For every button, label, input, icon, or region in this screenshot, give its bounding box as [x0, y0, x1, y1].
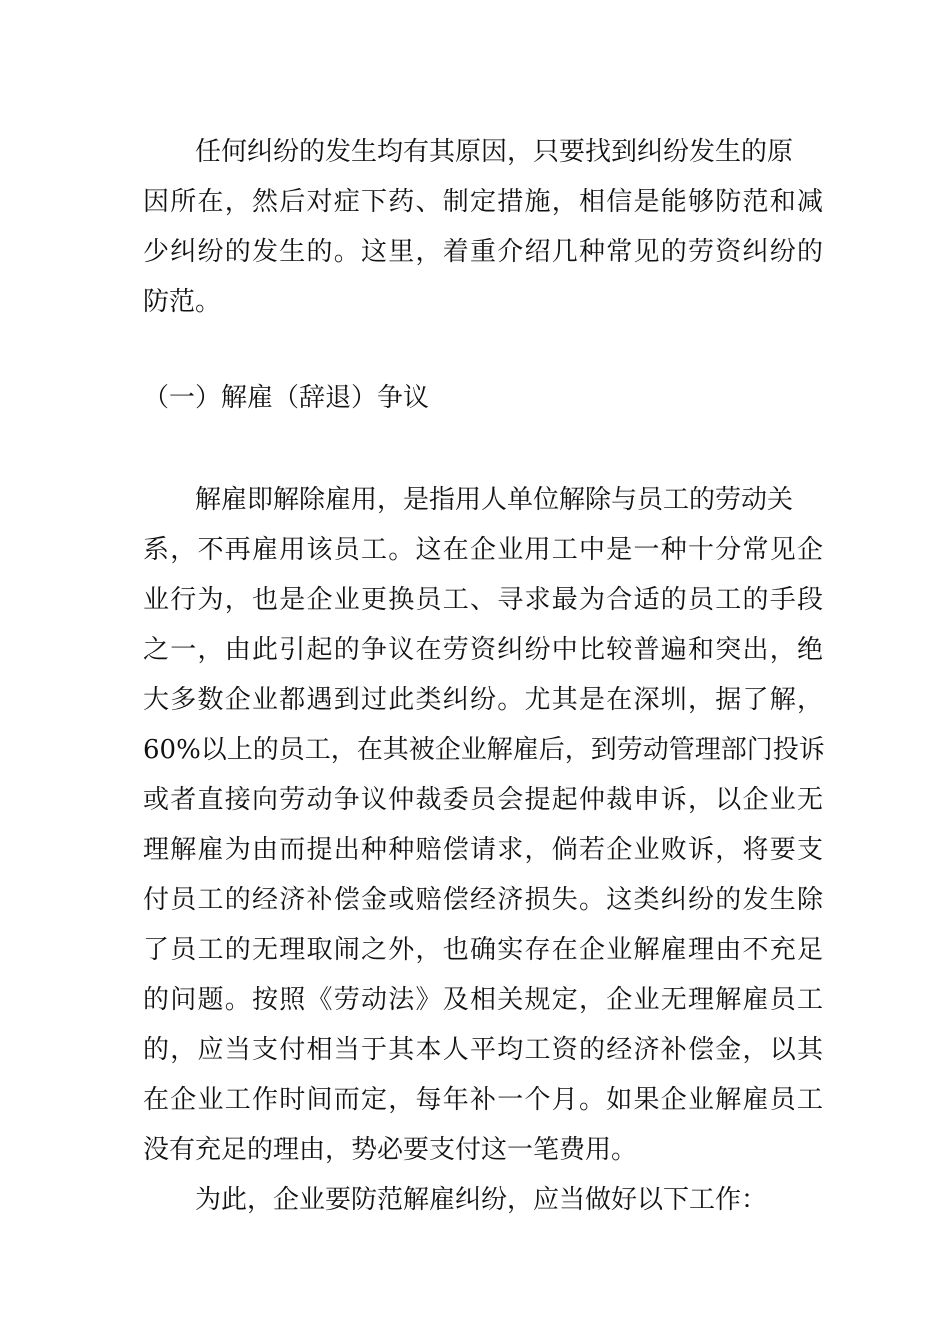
paragraph-line: 付员工的经济补偿金或赔偿经济损失。这类纠纷的发生除	[143, 885, 823, 915]
paragraph-line: 的，应当支付相当于其本人平均工资的经济补偿金，以其	[143, 1035, 823, 1065]
paragraph-line: 因所在，然后对症下药、制定措施，相信是能够防范和减	[143, 187, 823, 217]
paragraph-line: 了员工的无理取闹之外，也确实存在企业解雇理由不充足	[143, 935, 823, 965]
paragraph-line: 防范。	[143, 287, 222, 317]
intro-paragraph	[143, 127, 823, 327]
section-heading: （一）解雇（辞退）争议	[143, 383, 430, 413]
paragraph-line: 没有充足的理由，势必要支付这一笔费用。	[143, 1135, 638, 1165]
paragraph-line: 之一，由此引起的争议在劳资纠纷中比较普遍和突出，绝	[143, 635, 823, 665]
paragraph-line: 在企业工作时间而定，每年补一个月。如果企业解雇员工	[143, 1085, 823, 1115]
measures-paragraph	[143, 1175, 823, 1225]
paragraph-line: 的问题。按照《劳动法》及相关规定，企业无理解雇员工	[143, 985, 823, 1015]
paragraph-line: 少纠纷的发生的。这里，着重介绍几种常见的劳资纠纷的	[143, 237, 823, 267]
paragraph-line: 任何纠纷的发生均有其原因，只要找到纠纷发生的原	[195, 137, 794, 167]
paragraph-line: 为此，企业要防范解雇纠纷，应当做好以下工作：	[195, 1185, 768, 1215]
dismissal-paragraph	[143, 475, 823, 1175]
paragraph-line: 业行为，也是企业更换员工、寻求最为合适的员工的手段	[143, 585, 823, 615]
paragraph-line: 解雇即解除雇用，是指用人单位解除与员工的劳动关	[195, 485, 794, 515]
paragraph-line: 60%以上的员工，在其被企业解雇后，到劳动管理部门投诉	[143, 735, 825, 765]
paragraph-line: 大多数企业都遇到过此类纠纷。尤其是在深圳，据了解，	[143, 685, 823, 715]
paragraph-line: 或者直接向劳动争议仲裁委员会提起仲裁申诉，以企业无	[143, 785, 823, 815]
paragraph-line: 理解雇为由而提出种种赔偿请求，倘若企业败诉，将要支	[143, 835, 823, 865]
paragraph-line: 系，不再雇用该员工。这在企业用工中是一种十分常见企	[143, 535, 823, 565]
